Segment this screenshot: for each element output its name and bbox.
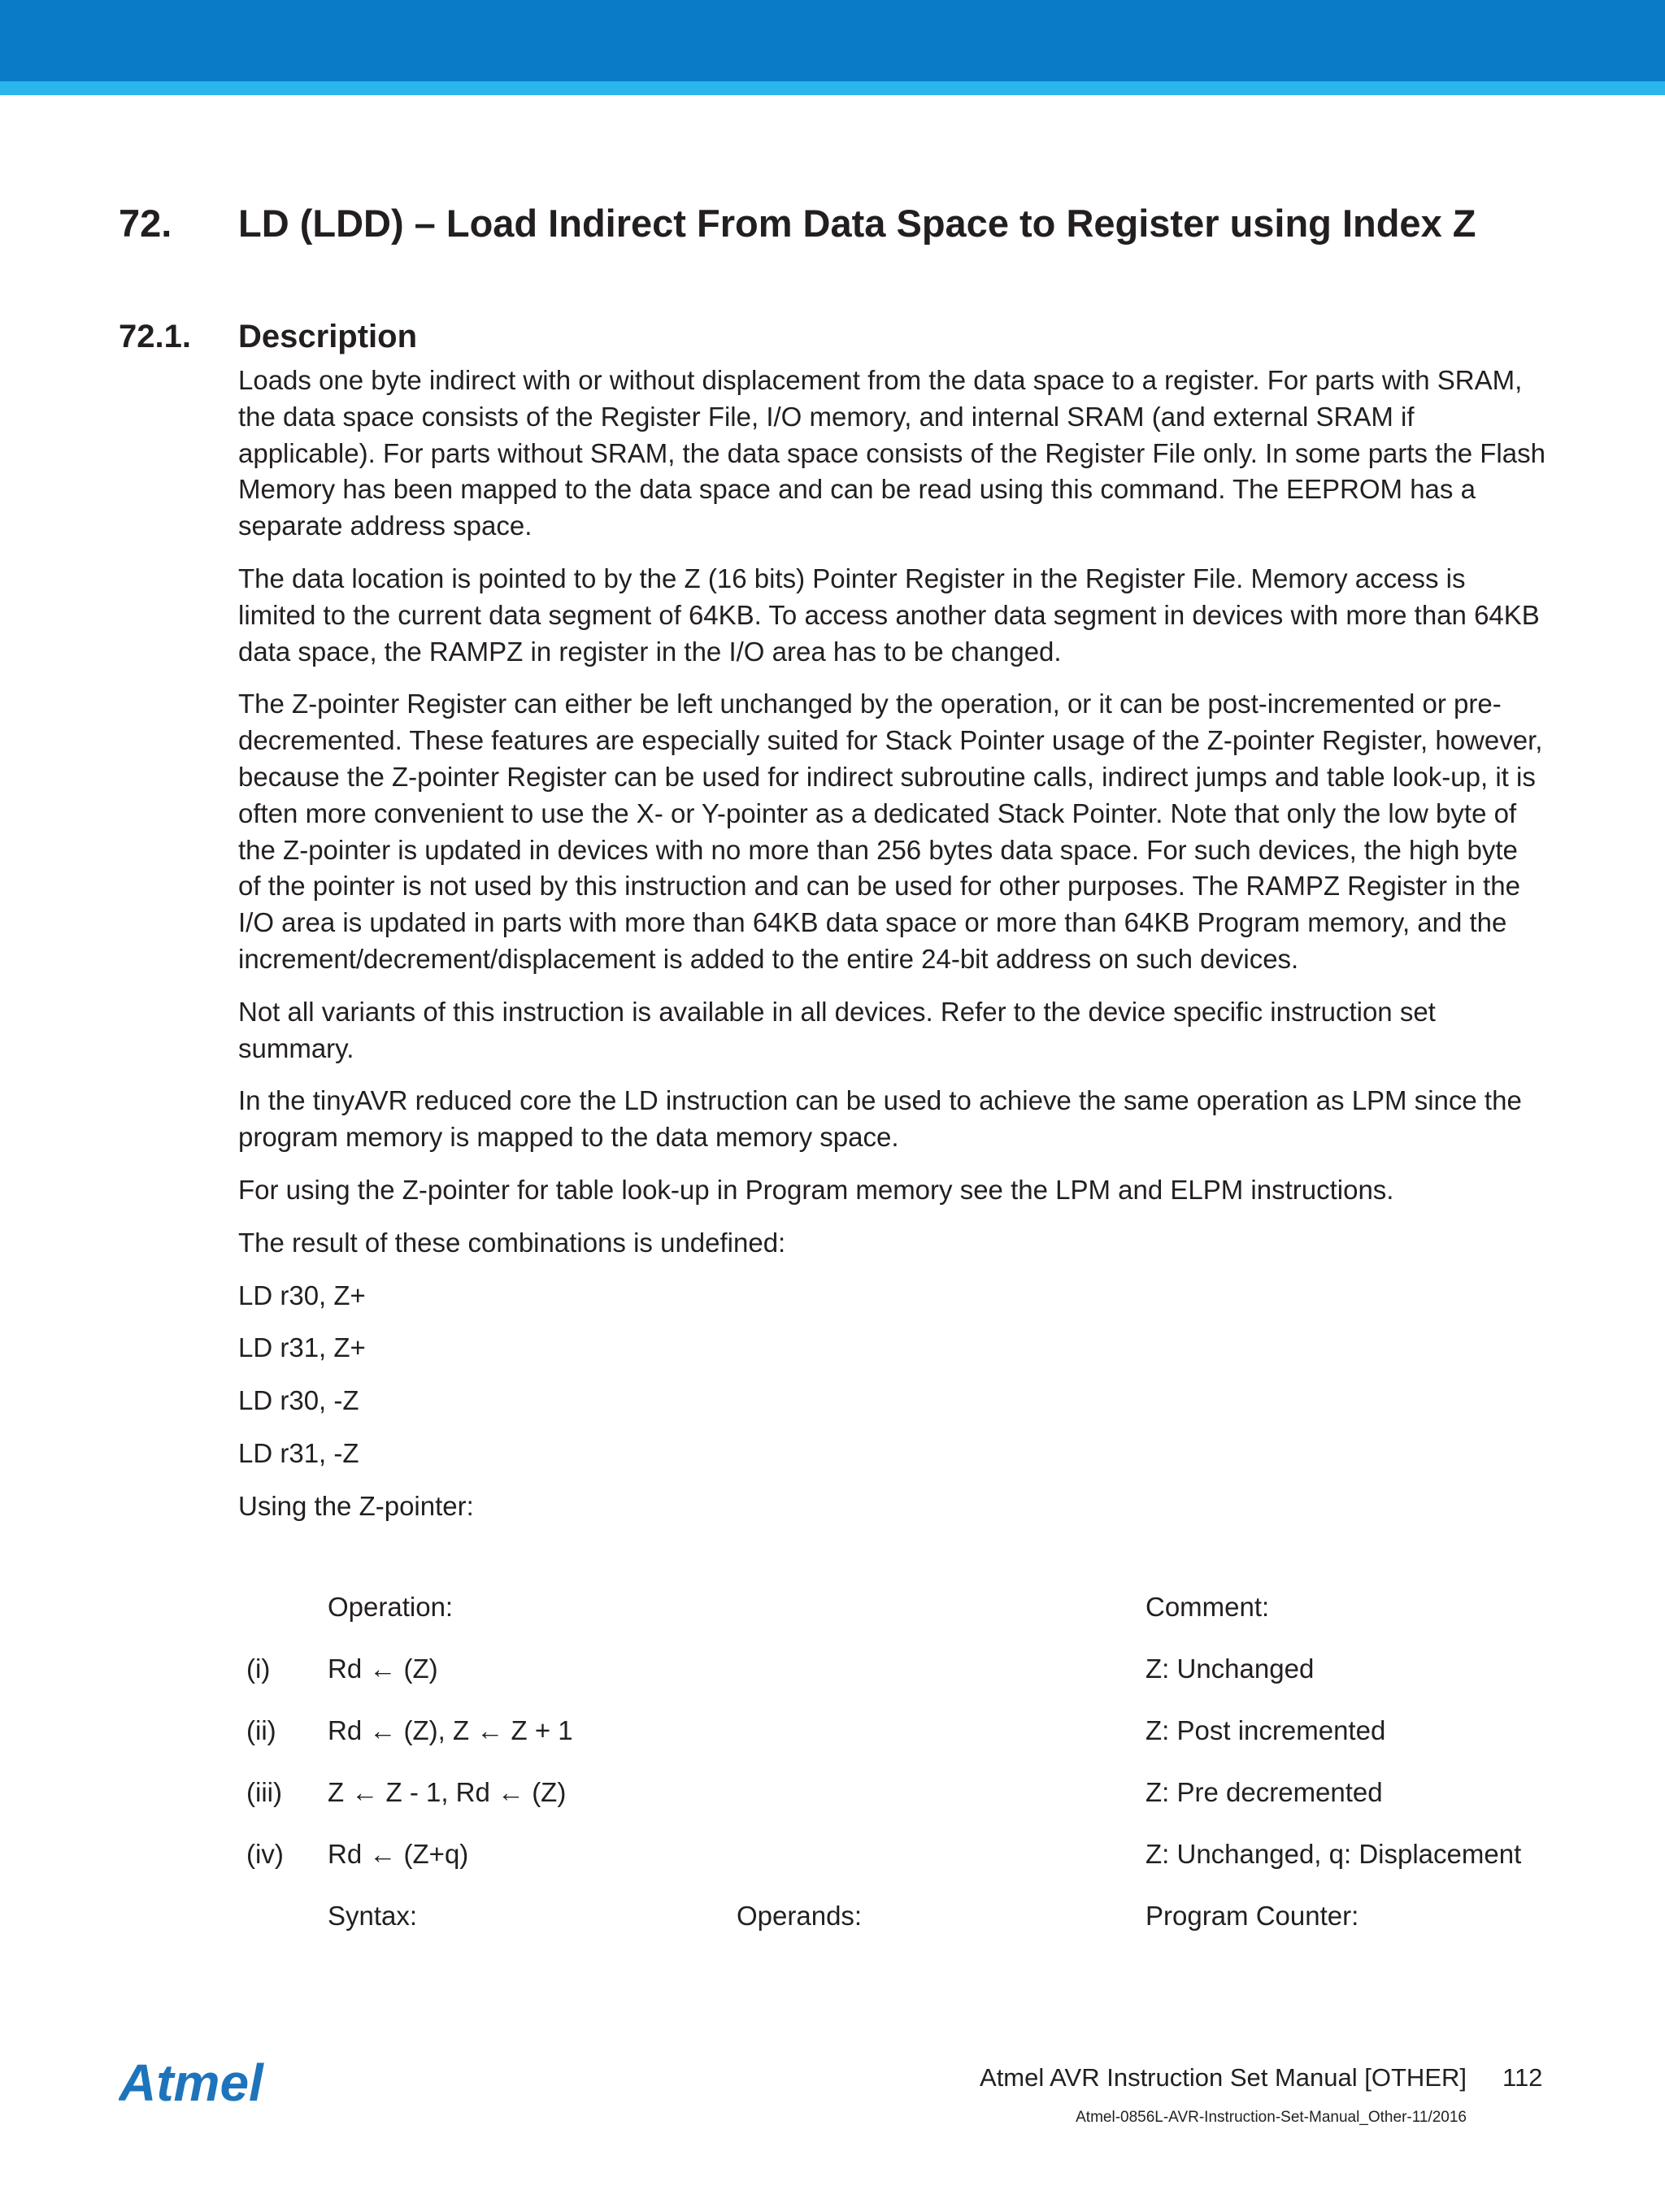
using-label: Using the Z-pointer:	[238, 1490, 474, 1521]
section-title: LD (LDD) – Load Indirect From Data Space to Register using Index Z	[238, 202, 1476, 245]
paragraph: The result of these combinations is undefined:	[238, 1227, 786, 1258]
undefined-combination: LD r31, -Z	[238, 1437, 359, 1468]
table-header-row	[238, 1587, 1547, 1649]
paragraph: The data location is pointed to by the Z (16 bits) Pointer Register in the Register File. Memory access is limited to the current data segment of 64KB. To access another data segment in devices with more than 64KB data space, the RAMPZ in register in the I/O area has to be changed.	[238, 563, 1540, 667]
row-index: (i)	[246, 1654, 271, 1684]
paragraph: The Z-pointer Register can either be left unchanged by the operation, or it can be post-incremented or pre-decremented. These features are especially suited for Stack Pointer usage of the Z-pointer Register, however, because the Z-pointer Register can be used for indirect subroutine calls, indirect jumps and table look-up, it is often more convenient to use the X- or Y-pointer as a dedicated Stack Pointer. Note that only the low byte of the Z-pointer is updated in devices with no more than 256 bytes data space. For such devices, the high byte of the pointer is not used by this instruction and can be used for other purposes. The RAMPZ Register in the I/O area is updated in parts with more than 64KB data space or more than 64KB Program memory, and the increment/decrement/displacement is added to the entire 24-bit address on such devices.	[238, 689, 1543, 974]
atmel-logo	[119, 2055, 281, 2116]
comment-header: Comment:	[1146, 1592, 1270, 1622]
row-operation: Z ← Z - 1, Rd ← (Z)	[328, 1777, 567, 1807]
table-row	[238, 1710, 1547, 1772]
row-comment: Z: Unchanged, q: Displacement	[1146, 1839, 1522, 1869]
row-index: (iii)	[246, 1777, 282, 1807]
subsection-number: 72.1.	[119, 319, 191, 354]
header-stripe	[0, 81, 1665, 95]
undefined-combination: LD r31, Z+	[238, 1332, 366, 1363]
undefined-combination: LD r30, -Z	[238, 1385, 359, 1416]
row-operation: Rd ← (Z)	[328, 1654, 438, 1684]
footer-page-number: 112	[1502, 2063, 1543, 2092]
row-operation: Rd ← (Z+q)	[328, 1839, 469, 1869]
program-counter-header: Program Counter:	[1146, 1901, 1359, 1931]
undefined-combination: LD r30, Z+	[238, 1280, 366, 1310]
row-comment: Z: Unchanged	[1146, 1654, 1315, 1684]
table-footer-row	[238, 1896, 1547, 1958]
section-number: 72.	[119, 202, 172, 245]
paragraph: Not all variants of this instruction is available in all devices. Refer to the device specific instruction set summary.	[238, 996, 1436, 1063]
table-row	[238, 1649, 1547, 1710]
paragraph: Loads one byte indirect with or without displacement from the data space to a register. For parts with SRAM, the data space consists of the Register File, I/O memory, and internal SRAM (and external SRAM if applicable). For parts without SRAM, the data space consists of the Register File only. In some parts the Flash Memory has been mapped to the data space and can be read using this command. The EEPROM has a separate address space.	[238, 365, 1545, 541]
row-index: (ii)	[246, 1715, 276, 1745]
operation-table	[238, 1587, 1547, 1958]
operation-header: Operation:	[328, 1592, 454, 1622]
logo-wordmark: Atmel	[119, 2055, 263, 2112]
row-operation: Rd ← (Z), Z ← Z + 1	[328, 1715, 573, 1745]
table-row	[238, 1834, 1547, 1896]
header-band	[0, 0, 1665, 81]
row-comment: Z: Post incremented	[1146, 1715, 1386, 1745]
row-index: (iv)	[246, 1839, 284, 1869]
operands-header: Operands:	[737, 1901, 863, 1931]
footer-doc-id: Atmel-0856L-AVR-Instruction-Set-Manual_Other-11/2016	[1076, 2109, 1467, 2126]
paragraph: For using the Z-pointer for table look-up in Program memory see the LPM and ELPM instructions.	[238, 1174, 1394, 1205]
description-body	[238, 363, 1547, 1541]
row-comment: Z: Pre decremented	[1146, 1777, 1383, 1807]
footer-manual-title: Atmel AVR Instruction Set Manual [OTHER]	[980, 2063, 1467, 2092]
subsection-title: Description	[238, 319, 418, 354]
table-row	[238, 1772, 1547, 1834]
syntax-header: Syntax:	[328, 1901, 418, 1931]
paragraph: In the tinyAVR reduced core the LD instruction can be used to achieve the same operation as LPM since the program memory is mapped to the data memory space.	[238, 1085, 1522, 1153]
